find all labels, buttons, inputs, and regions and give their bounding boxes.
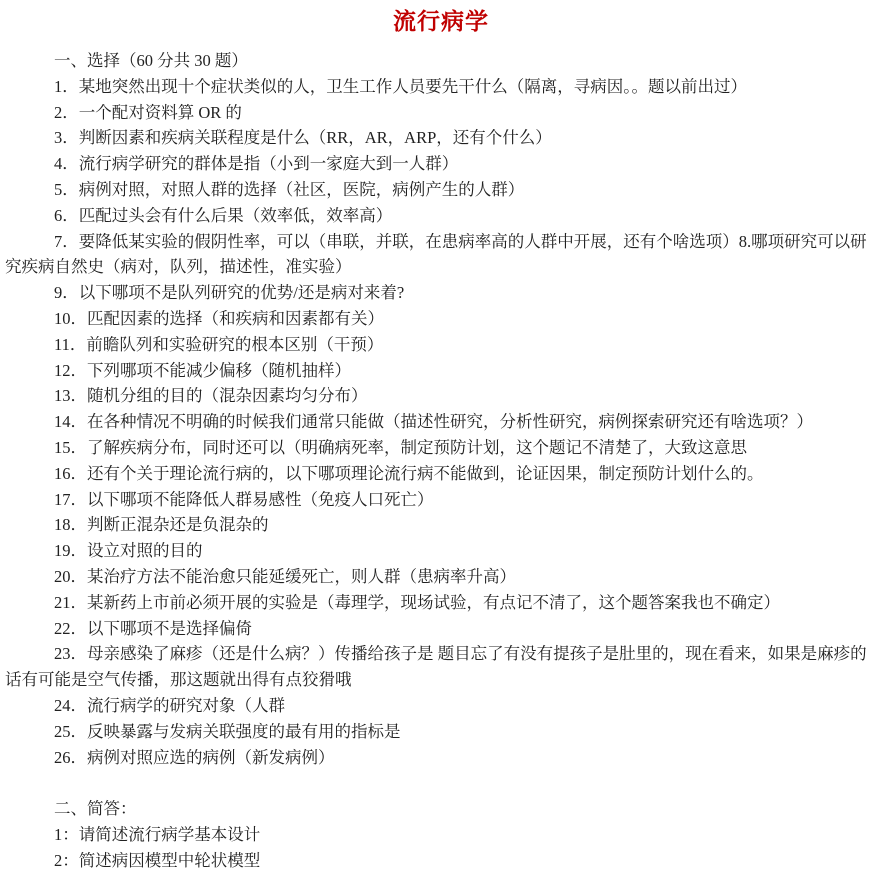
question-item: 21．某新药上市前必须开展的实验是（毒理学，现场试验，有点记不清了，这个题答案我也不确定） (54, 592, 780, 612)
question-item: 4．流行病学研究的群体是指（小到一家庭大到一人群） (54, 154, 459, 174)
question-item: 23．母亲感染了麻疹（还是什么病？）传播给孩子是 题目忘了有没有提孩子是肚里的，现在看来，如果是麻疹的话有可能是空气传播，那这题就出得有点狡猾哦 (5, 644, 867, 690)
question-item: 15．了解疾病分布，同时还可以（明确病死率，制定预防计划，这个题记不清楚了，大致这意思 (54, 437, 747, 457)
short-answer-question-list (5, 822, 872, 874)
question-item: 14．在各种情况不明确的时候我们通常只能做（描述性研究，分析性研究，病例探索研究还有啥选项？） (54, 412, 813, 432)
question-item: 12．下列哪项不能减少偏移（随机抽样） (54, 360, 351, 380)
multiple-choice-question-list (5, 74, 872, 771)
section-multiple-choice-heading: 一、选择（60 分共 30 题） (54, 51, 248, 70)
question-item: 16．还有个关于理论流行病的，以下哪项理论流行病不能做到，论证因果，制定预防计划什么的。 (54, 463, 764, 483)
question-item: 7．要降低某实验的假阴性率，可以（串联，并联，在患病率高的人群中开展，还有个啥选项）8.哪项研究可以研究疾病自然史（病对，队列，描述性，准实验） (5, 231, 867, 277)
question-item: 5．病例对照，对照人群的选择（社区，医院，病例产生的人群） (54, 179, 525, 199)
question-item: 19．设立对照的目的 (54, 541, 203, 561)
question-item: 20．某治疗方法不能治愈只能延缓死亡，则人群（患病率升高） (54, 566, 516, 586)
question-item: 17．以下哪项不能降低人群易感性（免疫人口死亡） (54, 489, 434, 509)
section-short-answer-heading: 二、简答： (54, 799, 137, 819)
question-item: 1．某地突然出现十个症状类似的人，卫生工作人员要先干什么（隔离，寻病因。。题以前出过） (54, 76, 747, 96)
question-item: 3．判断因素和疾病关联程度是什么（RR，AR，ARP，还有个什么） (54, 128, 552, 148)
question-item: 18．判断正混杂还是负混杂的 (54, 515, 269, 535)
question-item: 24．流行病学的研究对象（人群 (54, 695, 285, 715)
section-multiple-choice (5, 48, 872, 770)
section-gap (5, 770, 872, 796)
question-item: 22．以下哪项不是选择偏倚 (54, 618, 252, 638)
question-item: 10．匹配因素的选择（和疾病和因素都有关） (54, 308, 384, 328)
document-title: 流行病学 (393, 9, 489, 34)
question-item: 2．一个配对资料算 OR 的 (54, 102, 242, 122)
question-item: 9．以下哪项不是队列研究的优势/还是病对来着? (54, 283, 405, 303)
question-item: 2：简述病因模型中轮状模型 (54, 850, 261, 870)
question-item: 26．病例对照应选的病例（新发病例） (54, 747, 335, 767)
question-item: 13．随机分组的目的（混杂因素均匀分布） (54, 386, 368, 406)
question-item: 1：请简述流行病学基本设计 (54, 824, 261, 844)
question-item: 11．前瞻队列和实验研究的根本区别（干预） (54, 334, 384, 354)
question-item: 6．匹配过头会有什么后果（效率低，效率高） (54, 205, 393, 225)
document-body (0, 48, 882, 874)
section-short-answer (5, 796, 872, 873)
question-item: 25．反映暴露与发病关联强度的最有用的指标是 (54, 721, 401, 741)
